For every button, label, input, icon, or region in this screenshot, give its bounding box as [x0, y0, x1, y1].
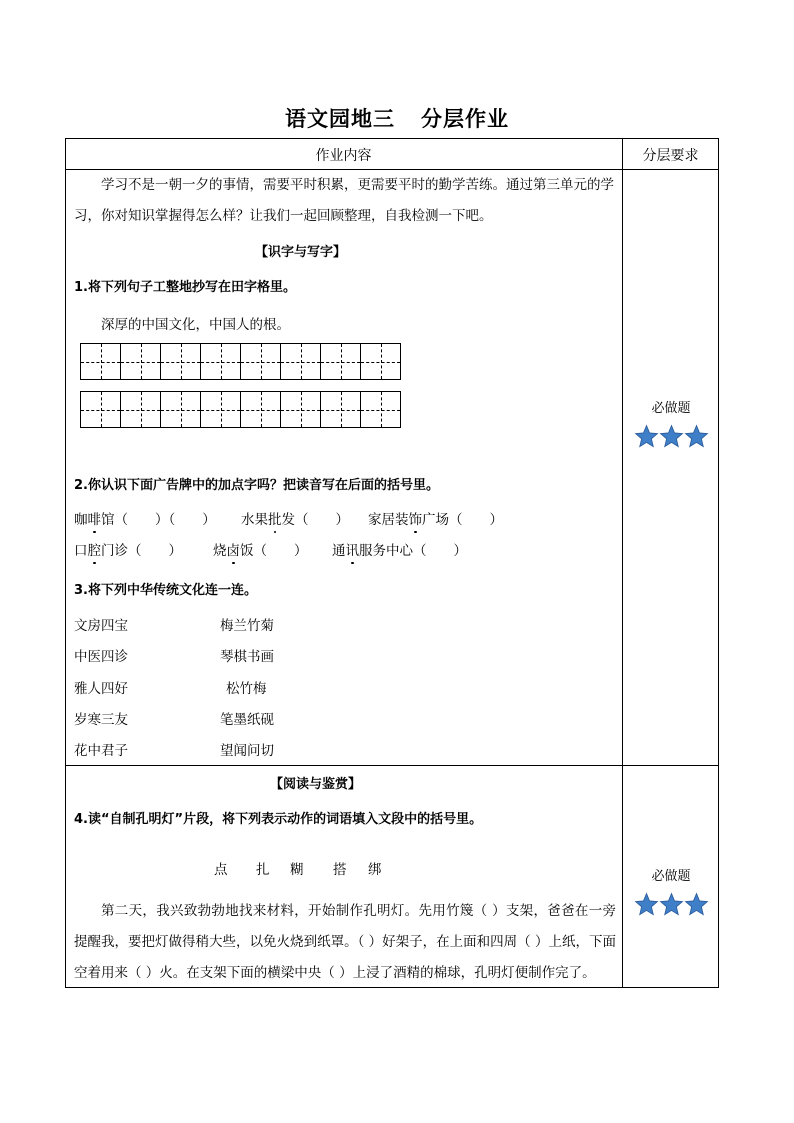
tianzige-cell[interactable]	[80, 391, 121, 428]
tianzige-cell[interactable]	[320, 343, 361, 380]
column-divider	[622, 138, 623, 988]
q2-item: 烧卤饭（ ）	[213, 539, 308, 559]
tianzige-cell[interactable]	[120, 391, 161, 428]
header-requirement: 分层要求	[642, 148, 699, 164]
tianzige-cell[interactable]	[280, 343, 321, 380]
word-option: 搭	[333, 862, 347, 878]
tianzige-cell[interactable]	[280, 391, 321, 428]
tianzige-cell[interactable]	[360, 343, 401, 380]
match-right-item[interactable]: 笔墨纸砚	[220, 712, 274, 728]
tianzige-row-1[interactable]	[80, 343, 400, 380]
tianzige-cell[interactable]	[240, 391, 281, 428]
difficulty-stars	[622, 424, 720, 449]
header-content: 作业内容	[315, 148, 372, 164]
question-4: 4.读“自制孔明灯”片段，将下列表示动作的词语填入文段中的括号里。	[74, 812, 483, 827]
q1-sentence: 深厚的中国文化，中国人的根。	[101, 317, 290, 333]
word-option: 扎	[256, 862, 270, 878]
star-icon	[659, 892, 684, 917]
requirement-label: 必做题	[651, 869, 691, 884]
difficulty-stars	[622, 892, 720, 917]
star-icon	[684, 892, 709, 917]
word-option: 糊	[290, 862, 304, 878]
tianzige-cell[interactable]	[80, 343, 121, 380]
title-main: 语文园地三	[285, 107, 395, 131]
word-option: 点	[214, 862, 228, 878]
star-icon	[684, 424, 709, 449]
match-right-item[interactable]: 松竹梅	[226, 681, 267, 697]
question-3: 3.将下列中华传统文化连一连。	[74, 583, 257, 598]
match-left-item[interactable]: 文房四宝	[74, 618, 128, 634]
tianzige-cell[interactable]	[200, 391, 241, 428]
question-1: 1.将下列句子工整地抄写在田字格里。	[74, 280, 296, 295]
tianzige-cell[interactable]	[200, 343, 241, 380]
match-left-item[interactable]: 花中君子	[74, 743, 128, 759]
star-icon	[634, 424, 659, 449]
match-right-item[interactable]: 望闻问切	[220, 743, 274, 759]
match-left-item[interactable]: 中医四诊	[74, 649, 128, 665]
tianzige-cell[interactable]	[320, 391, 361, 428]
reading-passage: 第二天，我兴致勃勃地找来材料，开始制作孔明灯。先用竹篾（ ）支架，爸爸在一旁提醒我，要把灯做得稍大些，以免火烧到纸罩。（ ）好架子，在上面和四周（ ）上纸，下面空着用来（ ）火。在支架下面的横梁中央（ ）上浸了酒精的棉球，孔明灯便制作完了。	[74, 903, 616, 981]
match-right-item[interactable]: 琴棋书画	[220, 649, 274, 665]
tianzige-cell[interactable]	[160, 391, 201, 428]
tianzige-row-2[interactable]	[80, 391, 400, 428]
match-left-item[interactable]: 雅人四好	[74, 681, 128, 697]
q2-item: 咖啡馆（ ）（ ）	[74, 508, 216, 528]
q2-item: 通讯服务中心（ ）	[332, 539, 467, 559]
homework-table	[65, 138, 719, 988]
match-left-item[interactable]: 岁寒三友	[74, 712, 128, 728]
intro-paragraph: 学习不是一朝一夕的事情，需要平时积累，更需要平时的勤学苦练。通过第三单元的学习，你对知识掌握得怎么样？让我们一起回顾整理，自我检测一下吧。	[74, 177, 614, 224]
q2-item: 口腔门诊（ ）	[74, 539, 182, 559]
tianzige-cell[interactable]	[360, 391, 401, 428]
tianzige-cell[interactable]	[120, 343, 161, 380]
word-option: 绑	[368, 862, 382, 878]
star-icon	[659, 424, 684, 449]
section-divider	[65, 765, 719, 766]
q2-item: 水果批发（ ）	[241, 508, 349, 528]
title-sub: 分层作业	[421, 107, 509, 131]
requirement-label: 必做题	[651, 401, 691, 416]
tianzige-cell[interactable]	[160, 343, 201, 380]
section-heading-literacy: 【识字与写字】	[255, 245, 347, 260]
tianzige-cell[interactable]	[240, 343, 281, 380]
match-right-item[interactable]: 梅兰竹菊	[220, 618, 274, 634]
question-2: 2.你认识下面广告牌中的加点字吗？把读音写在后面的括号里。	[74, 478, 439, 493]
section-heading-reading: 【阅读与鉴赏】	[270, 777, 362, 792]
page-title	[0, 103, 794, 133]
star-icon	[634, 892, 659, 917]
q2-item: 家居装饰广场（ ）	[368, 508, 503, 528]
